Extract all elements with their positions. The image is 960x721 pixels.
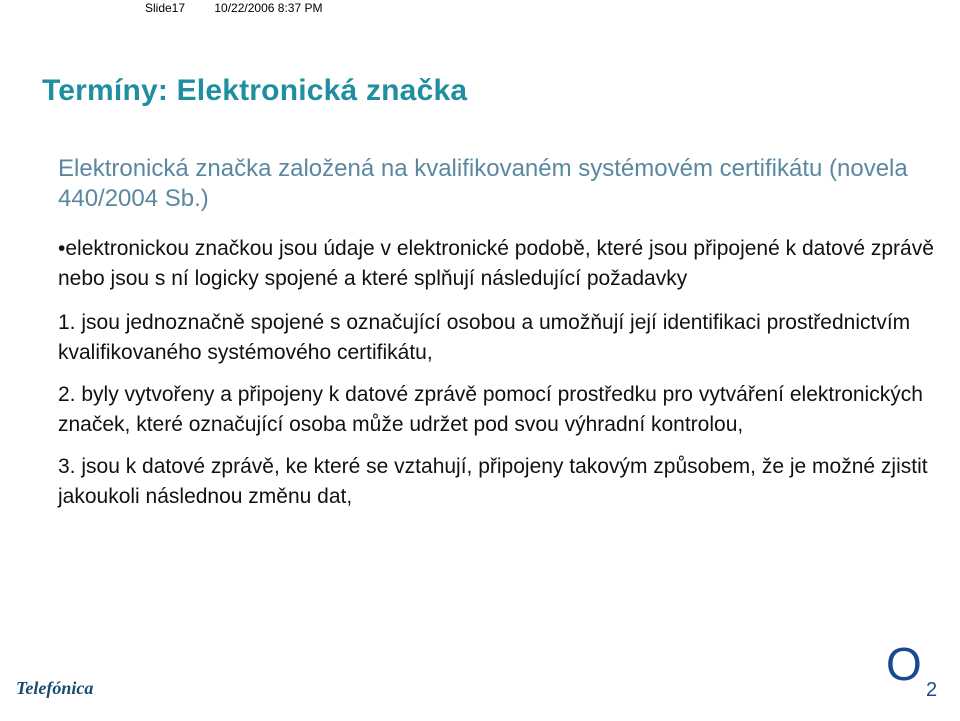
body-item-2: 2. byly vytvořeny a připojeny k datové zprávě pomocí prostředku pro vytváření elektronických značek, které označující osoba může udržet pod svou výhradní kontrolou, [58, 383, 923, 436]
slide-title: Termíny: Elektronická značka [42, 74, 468, 107]
slide-header [145, 1, 348, 15]
slide-body [58, 234, 938, 524]
slide-datetime: 10/22/2006 8:37 PM [214, 1, 323, 15]
slide-number: Slide17 [145, 1, 186, 15]
body-item-1: 1. jsou jednoznačně spojené s označující osobou a umožňují její identifikaci prostřednictvím kvalifikovaného systémového certifikátu, [58, 311, 911, 364]
body-item-3: 3. jsou k datové zprávě, ke které se vztahují, připojeny takovým způsobem, že je možné zjistit jakoukoli následnou změnu dat, [58, 455, 928, 508]
o2-logo [884, 642, 944, 698]
body-bullet: •elektronickou značkou jsou údaje v elektronické podobě, které jsou připojené k datové zprávě nebo jsou s ní logicky spojené a které splňují následující požadavky [58, 237, 934, 290]
slide-subtitle: Elektronická značka založená na kvalifikovaném systémovém certifikátu (novela 440/2004 Sb.) [58, 155, 908, 212]
telefonica-logo: Telefónica [16, 678, 94, 698]
o2-logo-subscript: 2 [926, 679, 938, 698]
o2-logo-letter: O [886, 642, 922, 690]
